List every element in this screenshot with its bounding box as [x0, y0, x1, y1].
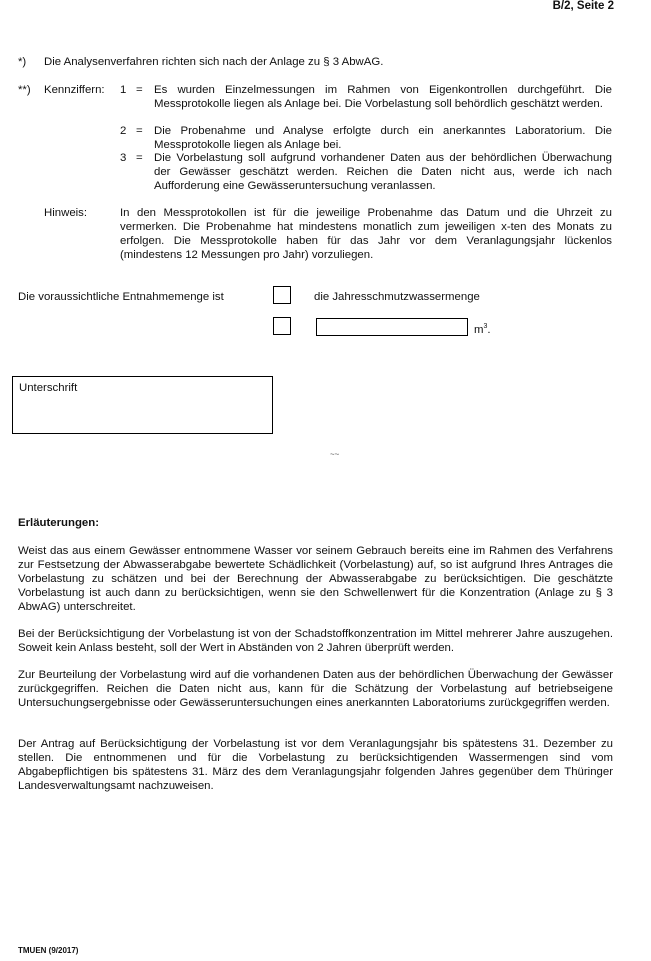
- signature-field[interactable]: [12, 376, 273, 434]
- page-label: B/2, Seite 2: [552, 0, 614, 12]
- stray-mark: ~~: [330, 450, 340, 459]
- kennziffer-number: 1: [120, 84, 127, 96]
- kennziffer-equals: =: [136, 125, 143, 137]
- explanation-paragraph: Zur Beurteilung der Vorbelastung wird auf die vorhandenen Daten aus der behördlichen Überwachung der Gewässer zurückgegriffen. Reichen die Daten nicht aus, kann für die Schätzung der Vorbelastung auf betriebseigene Untersuchungsergebnisse oder Gewässeruntersuchungen eines anerkannten Laboratoriums zurückgegriffen werden.: [18, 669, 613, 709]
- explanation-paragraph: Der Antrag auf Berücksichtigung der Vorbelastung ist vor dem Veranlagungsjahr bis spätestens 31. Dezember zu stellen. Die entnommenen und für die Vorbelastung zu berücksichtigenden Wassermengen sind vom Abgabepflichtigen bis spätestens 31. März des dem Veranlagungsjahr folgenden Jahres gegenüber dem Thüringer Landesverwaltungsamt nachzuweisen.: [18, 738, 613, 792]
- unit-label: $m^3$.: [474, 323, 491, 336]
- kennziffer-equals: =: [136, 152, 143, 164]
- amount-input[interactable]: [316, 318, 468, 336]
- form-id-footer: TMUEN (9/2017): [18, 946, 79, 955]
- hinweis-label: Hinweis:: [44, 207, 88, 219]
- explanation-paragraph: Bei der Berücksichtigung der Vorbelastung ist von der Schadstoffkonzentration im Mittel mehrerer Jahre auszugehen. Soweit kein Anlass besteht, soll der Wert in Abständen von 2 Jahren überprüft werden.: [18, 628, 613, 654]
- kennziffern-label: Kennziffern:: [44, 84, 105, 96]
- option-annual-wastewater-label: die Jahresschmutzwassermenge: [314, 291, 480, 303]
- withdrawal-label: Die voraussichtliche Entnahmemenge ist: [18, 291, 224, 303]
- kennziffer-text-2: Die Probenahme und Analyse erfolgte durch ein anerkanntes Laboratorium. Die Messprotokolle liegen als Anlage bei.: [154, 125, 612, 151]
- kennziffer-equals: =: [136, 84, 143, 96]
- footnote-mark-single: *): [18, 56, 27, 68]
- explanations-title: Erläuterungen:: [18, 517, 100, 529]
- footnote-text-analysis: Die Analysenverfahren richten sich nach der Anlage zu § 3 AbwAG.: [44, 56, 384, 68]
- checkbox-custom-amount[interactable]: [273, 317, 291, 335]
- footnote-mark-double: **): [18, 84, 31, 96]
- kennziffer-number: 3: [120, 152, 127, 164]
- checkbox-annual-wastewater[interactable]: [273, 286, 291, 304]
- kennziffer-text-3: Die Vorbelastung soll aufgrund vorhandener Daten aus der behördlichen Überwachung der Gewässer geschätzt werden. Reichen die Daten nicht aus, werde ich nach Aufforderung eine Gewässeruntersuchung veranlassen.: [154, 152, 612, 192]
- kennziffer-text-1: Es wurden Einzelmessungen im Rahmen von Eigenkontrollen durchgeführt. Die Messprotokolle liegen als Anlage bei. Die Vorbelastung soll behördlich geschätzt werden.: [154, 84, 612, 110]
- explanation-paragraph: Weist das aus einem Gewässer entnommene Wasser vor seinem Gebrauch bereits eine im Rahmen des Verfahrens zur Festsetzung der Abwasserabgabe bewertete Schädlichkeit (Vorbelastung) auf, so ist aufgrund Ihres Antrages die Vorbelastung zu schätzen und bei der Berechnung der Abwasserabgabe zu berücksichtigen. Die geschätzte Vorbelastung ist auch dann zu berücksichtigen, wenn sie den Schwellenwert für die Konzentration (Anlage zu § 3 AbwAG) unterschreitet.: [18, 545, 613, 613]
- signature-label: Unterschrift: [19, 382, 78, 394]
- kennziffer-number: 2: [120, 125, 127, 137]
- hinweis-text: In den Messprotokollen ist für die jeweilige Probenahme das Datum und die Uhrzeit zu vermerken. Die Probenahme hat mindestens monatlich zum jeweiligen x-ten des Monats zu erfolgen. Die Messprotokolle haben für das Jahr vor dem Veranlagungsjahr lückenlos (mindestens 12 Messungen pro Jahr) vorzuliegen.: [120, 207, 612, 261]
